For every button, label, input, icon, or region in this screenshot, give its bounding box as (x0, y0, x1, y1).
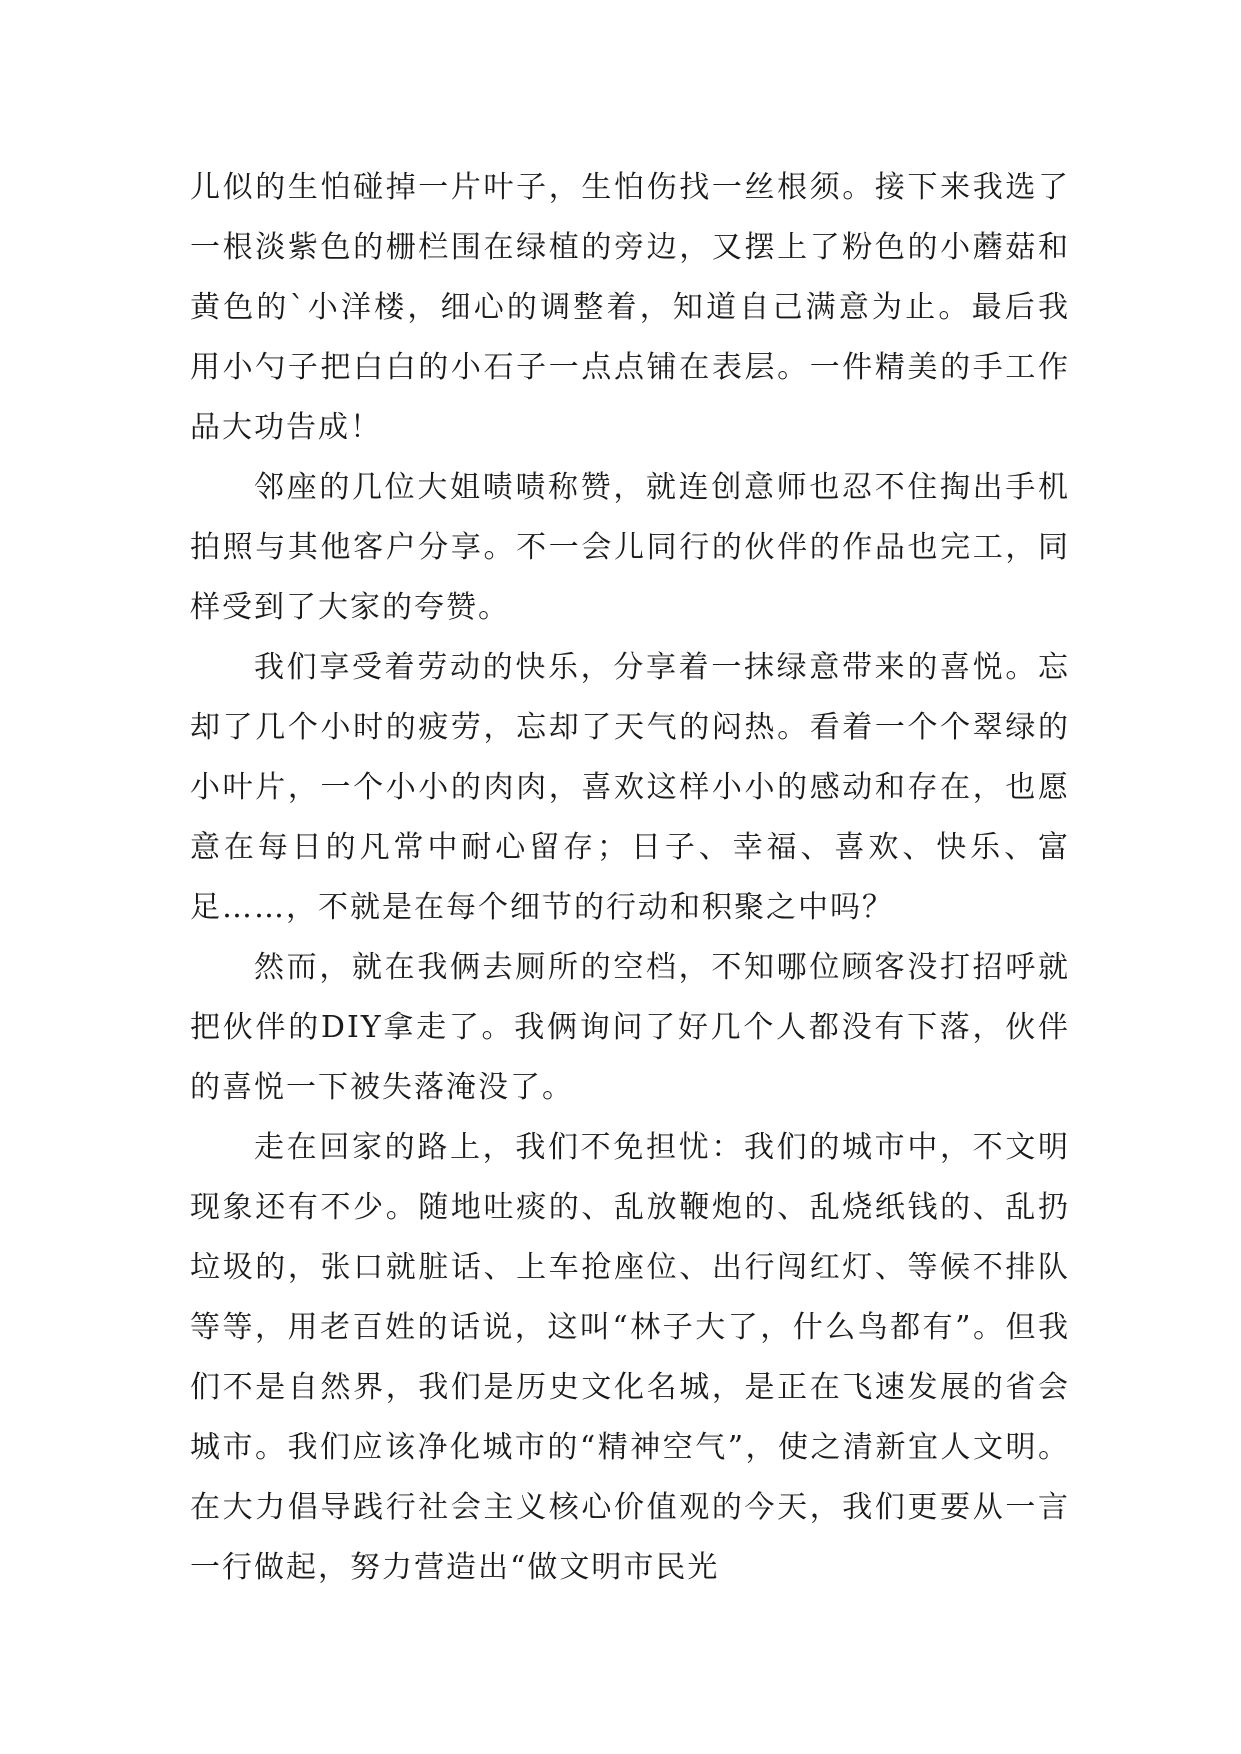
paragraph-3: 我们享受着劳动的快乐，分享着一抹绿意带来的喜悦。忘却了几个小时的疲劳，忘却了天气的闷热。看着一个个翠绿的小叶片，一个小小的肉肉，喜欢这样小小的感动和存在，也愿意在每日的凡常中耐心留存；日子、幸福、喜欢、快乐、富足……，不就是在每个细节的行动和积聚之中吗？ (190, 650, 1070, 925)
paragraph-4: 然而，就在我俩去厕所的空档，不知哪位顾客没打招呼就把伙伴的DIY拿走了。我俩询问了好几个人都没有下落，伙伴的喜悦一下被失落淹没了。 (190, 950, 1070, 1105)
paragraph-5: 走在回家的路上，我们不免担忧：我们的城市中，不文明现象还有不少。随地吐痰的、乱放鞭炮的、乱烧纸钱的、乱扔垃圾的，张口就脏话、上车抢座位、出行闯红灯、等候不排队等等，用老百姓的话说，这叫“林子大了，什么鸟都有”。但我们不是自然界，我们是历史文化名城，是正在飞速发展的省会城市。我们应该净化城市的“精神空气”，使之清新宜人文明。在大力倡导践行社会主义核心价值观的今天，我们更要从一言一行做起，努力营造出“做文明市民光 (190, 1130, 1070, 1585)
paragraph-1: 儿似的生怕碰掉一片叶子，生怕伤找一丝根须。接下来我选了一根淡紫色的栅栏围在绿植的旁边，又摆上了粉色的小蘑菇和黄色的`小洋楼，细心的调整着，知道自己满意为止。最后我用小勺子把白白的小石子一点点铺在表层。一件精美的手工作品大功告成！ (190, 170, 1070, 445)
paragraph-2: 邻座的几位大姐啧啧称赞，就连创意师也忍不住掏出手机拍照与其他客户分享。不一会儿同行的伙伴的作品也完工，同样受到了大家的夸赞。 (190, 470, 1070, 625)
document-body (190, 158, 1070, 1598)
